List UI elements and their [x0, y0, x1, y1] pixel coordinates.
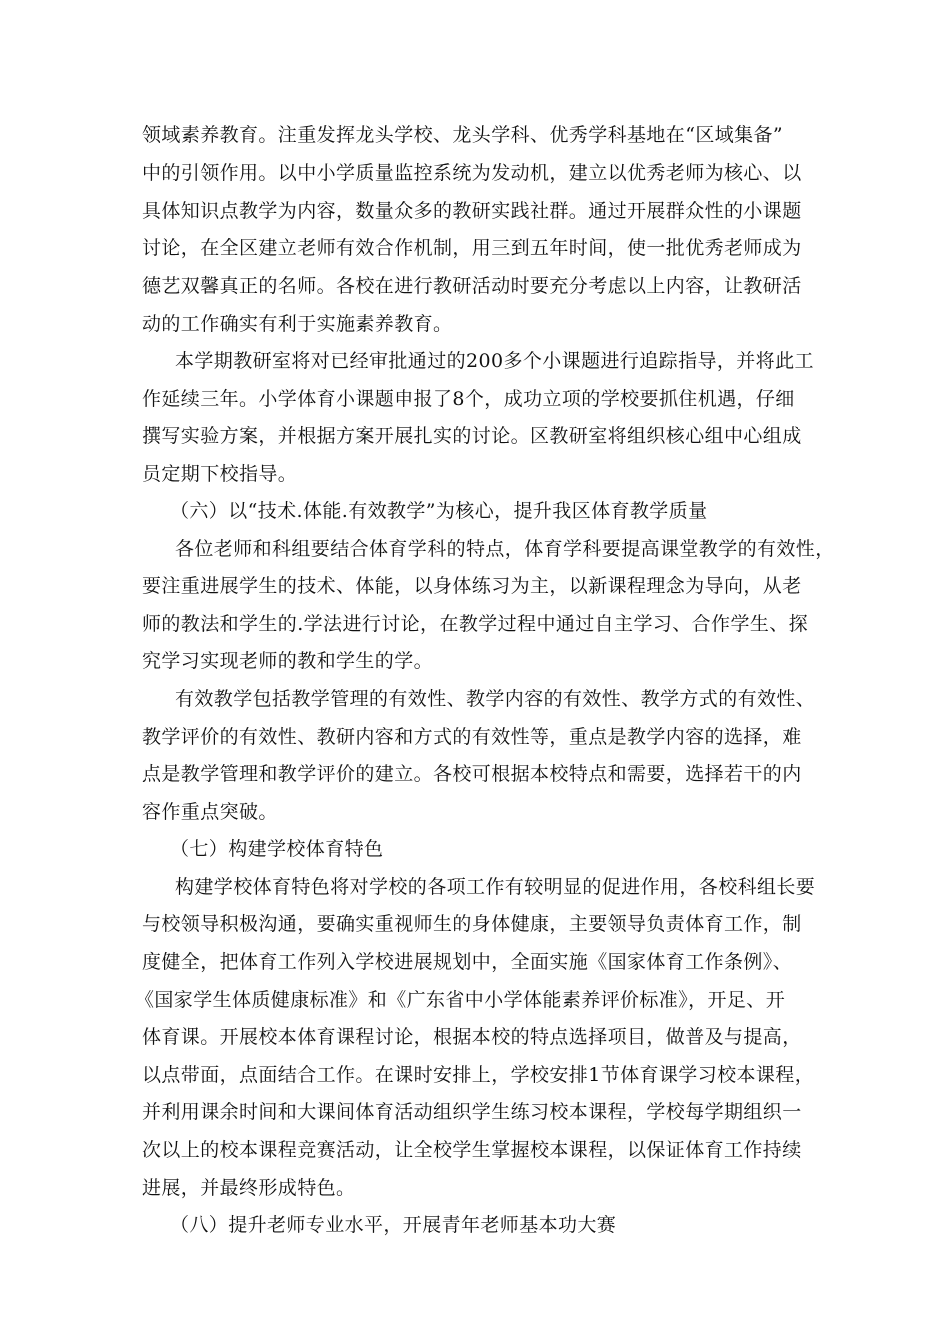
- paragraph-line: 中的引领作用。以中小学质量监控系统为发动机，建立以优秀老师为核心、以: [142, 162, 802, 184]
- paragraph-line: 撰写实验方案，并根据方案开展扎实的讨论。区教研室将组织核心组中心组成: [142, 425, 802, 447]
- paragraph-line: 构建学校体育特色将对学校的各项工作有较明显的促进作用，各校科组长要: [175, 876, 816, 898]
- paragraph-line: 作延续三年。小学体育小课题申报了8个，成功立项的学校要抓住机遇，仔细: [142, 388, 795, 410]
- paragraph-line: 点是教学管理和教学评价的建立。各校可根据本校特点和需要，选择若干的内: [142, 763, 802, 785]
- paragraph-line: 度健全，把体育工作列入学校进展规划中，全面实施《国家体育工作条例》、: [142, 951, 793, 973]
- paragraph-line: 要注重进展学生的技术、体能，以身体练习为主，以新课程理念为导向，从老: [142, 575, 802, 597]
- paragraph-line: 《国家学生体质健康标准》和《广东省中小学体能素养评价标准》，开足、开: [135, 989, 786, 1011]
- paragraph-line: 领域素养教育。注重发挥龙头学校、龙头学科、优秀学科基地在“区域集备”: [142, 124, 784, 146]
- paragraph-line: 体育课。开展校本体育课程讨论，根据本校的特点选择项目，做普及与提高，: [142, 1026, 802, 1048]
- paragraph-line: 以点带面，点面结合工作。在课时安排上，学校安排1节体育课学习校本课程，: [142, 1064, 815, 1086]
- paragraph-line: 有效教学包括教学管理的有效性、教学内容的有效性、教学方式的有效性、: [175, 688, 816, 710]
- paragraph-line: 员定期下校指导。: [142, 463, 298, 485]
- paragraph-line: 进展，并最终形成特色。: [142, 1177, 356, 1199]
- paragraph-line: 容作重点突破。: [142, 801, 278, 823]
- section-heading: （七）构建学校体育特色: [170, 838, 384, 860]
- section-heading: （六）以“技术.体能.有效教学”为核心，提升我区体育教学质量: [170, 500, 708, 522]
- section-heading: （八）提升老师专业水平，开展青年老师基本功大赛: [170, 1214, 617, 1236]
- paragraph-line: 师的教法和学生的.学法进行讨论，在教学过程中通过自主学习、合作学生、探: [142, 613, 809, 635]
- paragraph-line: 动的工作确实有利于实施素养教育。: [142, 313, 453, 335]
- paragraph-line: 与校领导积极沟通，要确实重视师生的身体健康，主要领导负责体育工作，制: [142, 913, 802, 935]
- paragraph-line: 德艺双馨真正的名师。各校在进行教研活动时要充分考虑以上内容，让教研活: [142, 275, 802, 297]
- paragraph-line: 并利用课余时间和大课间体育活动组织学生练习校本课程，学校每学期组织一: [142, 1101, 802, 1123]
- paragraph-line: 本学期教研室将对已经审批通过的200多个小课题进行追踪指导，并将此工: [175, 350, 814, 372]
- paragraph-line: 各位老师和科组要结合体育学科的特点，体育学科要提高课堂教学的有效性，: [175, 538, 835, 560]
- paragraph-line: 讨论，在全区建立老师有效合作机制，用三到五年时间，使一批优秀老师成为: [142, 237, 802, 259]
- paragraph-line: 教学评价的有效性、教研内容和方式的有效性等，重点是教学内容的选择，难: [142, 726, 802, 748]
- paragraph-line: 次以上的校本课程竞赛活动，让全校学生掌握校本课程，以保证体育工作持续: [142, 1139, 802, 1161]
- paragraph-line: 究学习实现老师的教和学生的学。: [142, 650, 434, 672]
- paragraph-line: 具体知识点教学为内容，数量众多的教研实践社群。通过开展群众性的小课题: [142, 200, 802, 222]
